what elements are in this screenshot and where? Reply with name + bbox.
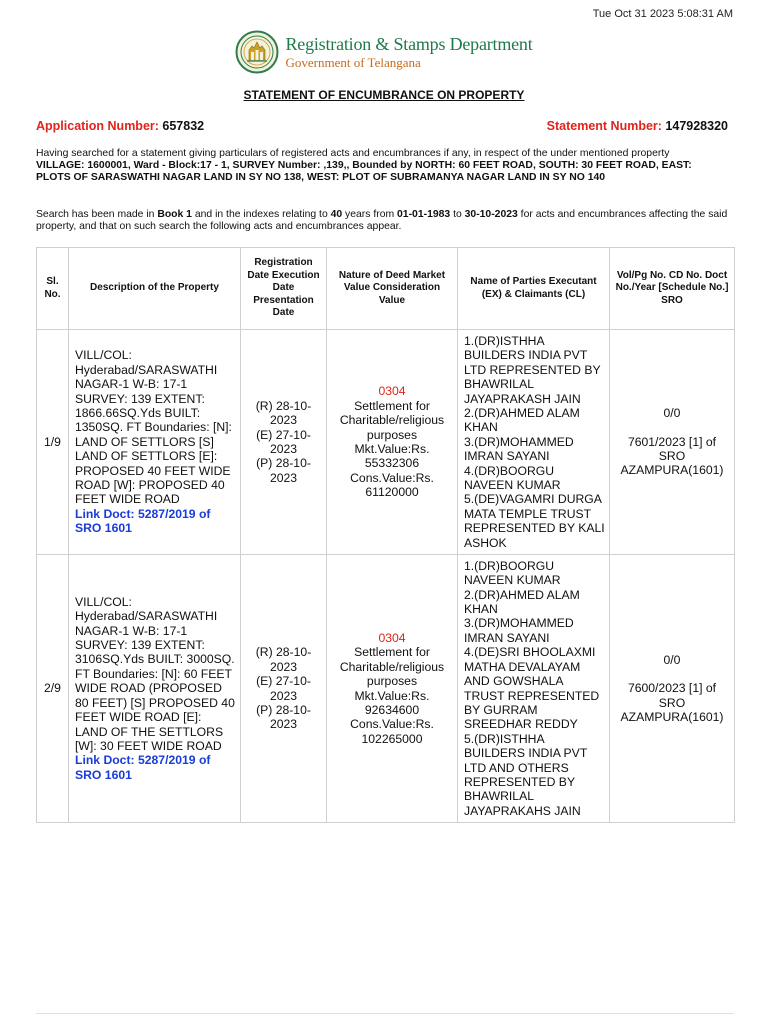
application-number-label: Application Number: <box>36 119 159 133</box>
col-header-dates: Registration Date Execution Date Presentation Date <box>241 248 327 330</box>
market-value: Mkt.Value:Rs. 92634600 <box>354 688 430 717</box>
telangana-emblem-icon <box>235 30 279 74</box>
property-details: VILLAGE: 1600001, Ward - Block:17 - 1, SURVEY Number: ,139,, Bounded by NORTH: 60 FEET ROAD, SOUTH: 30 FEET ROAD, EAST: PLOTS OF SARASWATHI NAGAR LAND IN SY NO 138, WEST: PLOT OF SUBRAMANYA NAGAR LAND IN SY NO 140 <box>36 160 692 183</box>
party: 4.(DR)BOORGU NAVEEN KUMAR <box>464 463 561 493</box>
search-scope <box>36 209 736 233</box>
vol-page: 0/0 <box>663 406 681 421</box>
deed-code: 0304 <box>378 630 406 645</box>
government-name: Government of Telangana <box>285 54 421 70</box>
col-header-parties: Name of Parties Executant (EX) & Claimants (CL) <box>458 248 610 330</box>
party: 2.(DR)AHMED ALAM KHAN <box>464 587 580 617</box>
registration-date: (R) 28-10-2023 <box>255 645 312 674</box>
scope-text: and in the indexes relating to <box>191 209 331 220</box>
cell-nature <box>327 555 458 823</box>
registration-date: (R) 28-10-2023 <box>255 398 312 428</box>
deed-code: 0304 <box>378 384 406 399</box>
col-header-nature: Nature of Deed Market Value Consideration Value <box>327 248 458 330</box>
deed-nature: Settlement for Charitable/religious purposes <box>339 398 445 442</box>
cell-dates <box>241 330 327 555</box>
table-header-row <box>37 248 735 330</box>
application-number-value: 657832 <box>162 119 205 133</box>
scope-text: Search has been made in <box>36 209 158 220</box>
table-row <box>37 555 735 823</box>
cell-sl: 2/9 <box>37 555 69 823</box>
scope-text: years from <box>342 209 398 220</box>
consideration-value: Cons.Value:Rs. 102265000 <box>350 717 434 746</box>
page-title: STATEMENT OF ENCUMBRANCE ON PROPERTY <box>243 88 525 102</box>
cell-parties <box>458 330 610 555</box>
party: 5.(DE)VAGAMRI DURGA MATA TEMPLE TRUST REPRESENTED BY KALI ASHOK <box>464 492 605 550</box>
party: 1.(DR)BOORGU NAVEEN KUMAR <box>464 558 561 588</box>
table-row <box>37 330 735 555</box>
presentation-date: (P) 28-10-2023 <box>256 702 311 732</box>
page-divider <box>36 1013 734 1014</box>
property-description: VILL/COL: Hyderabad/SARASWATHI NAGAR-1 W-B: 17-1 SURVEY: 139 EXTENT: 1866.66SQ.Yds BUILT: 1350SQ. FT Boundaries: [N]: LAND OF SETTLORS [S] LAND OF SETTLORS [E]: PROPOSED 40 FEET WIDE ROAD [W]: PROPOSED 40 FEET WIDE ROAD <box>75 348 232 507</box>
scope-book: Book 1 <box>157 209 192 220</box>
party: 3.(DR)MOHAMMED IMRAN SAYANI <box>464 616 574 645</box>
party: 5.(DR)ISTHHA BUILDERS INDIA PVT LTD AND OTHERS REPRESENTED BY BHAWRILAL JAYAPRAKAHS JAIN <box>464 731 588 818</box>
reference-numbers <box>36 119 728 133</box>
cell-dates <box>241 555 327 823</box>
execution-date: (E) 27-10-2023 <box>256 427 311 456</box>
department-header <box>0 30 768 74</box>
scope-text: to <box>450 209 465 220</box>
application-number <box>36 119 204 133</box>
market-value: Mkt.Value:Rs. 55332306 <box>354 442 430 471</box>
cell-parties <box>458 555 610 823</box>
execution-date: (E) 27-10-2023 <box>256 674 311 703</box>
search-intro: Having searched for a statement giving particulars of registered acts and encumbrances if any, in respect of the under mentioned property <box>36 148 670 159</box>
scope-text: for acts and encumbrances affecting the said property, and that on such search the following acts and encumbrances appear. <box>36 209 728 232</box>
link-doct[interactable]: Link Doct: 5287/2019 of SRO 1601 <box>75 753 211 782</box>
statement-number-value: 147928320 <box>665 119 728 133</box>
link-doct[interactable]: Link Doct: 5287/2019 of SRO 1601 <box>75 506 211 536</box>
consideration-value: Cons.Value:Rs. 61120000 <box>350 470 434 500</box>
scope-from-date: 01-01-1983 <box>397 209 451 220</box>
cell-sl: 1/9 <box>37 330 69 555</box>
presentation-date: (P) 28-10-2023 <box>256 456 311 485</box>
party: 2.(DR)AHMED ALAM KHAN <box>464 405 580 435</box>
cell-nature <box>327 330 458 555</box>
party: 3.(DR)MOHAMMED IMRAN SAYANI <box>464 434 574 464</box>
cell-description <box>69 555 241 823</box>
cell-description <box>69 330 241 555</box>
search-description <box>36 148 726 184</box>
col-header-description: Description of the Property <box>69 248 241 330</box>
timestamp: Tue Oct 31 2023 5:08:31 AM <box>592 8 733 20</box>
department-name: Registration & Stamps Department <box>285 33 533 54</box>
cell-vol <box>610 555 735 823</box>
vol-page: 0/0 <box>663 652 681 667</box>
party: 1.(DR)ISTHHA BUILDERS INDIA PVT LTD REPRESENTED BY BHAWRILAL JAYAPRAKASH JAIN <box>464 333 601 406</box>
statement-number-label: Statement Number: <box>546 119 662 133</box>
doct-number: 7600/2023 [1] of SRO AZAMPURA(1601) <box>620 681 724 724</box>
party: 4.(DE)SRI BHOOLAXMI MATHA DEVALAYAM AND GOWSHALA TRUST REPRESENTED BY GURRAM SREEDHAR REDDY <box>464 645 600 732</box>
col-header-sl: Sl. No. <box>37 248 69 330</box>
scope-years: 40 <box>330 209 343 220</box>
encumbrance-table <box>36 247 735 823</box>
scope-to-date: 30-10-2023 <box>464 209 518 220</box>
property-description: VILL/COL: Hyderabad/SARASWATHI NAGAR-1 W-B: 17-1 SURVEY: 139 EXTENT: 3106SQ.Yds BUILT: 3000SQ. FT Boundaries: [N]: 60 FEET WIDE ROAD (PROPOSED 80 FEET) [S] PROPOSED 40 FEET WIDE ROAD [E]: LAND OF THE SETTLORS [W]: 30 FEET WIDE ROAD <box>75 594 235 753</box>
statement-number <box>547 119 728 133</box>
cell-vol <box>610 330 735 555</box>
doct-number: 7601/2023 [1] of SRO AZAMPURA(1601) <box>620 434 724 478</box>
deed-nature: Settlement for Charitable/religious purposes <box>339 645 445 689</box>
col-header-vol: Vol/Pg No. CD No. Doct No./Year [Schedule No.] SRO <box>610 248 735 330</box>
